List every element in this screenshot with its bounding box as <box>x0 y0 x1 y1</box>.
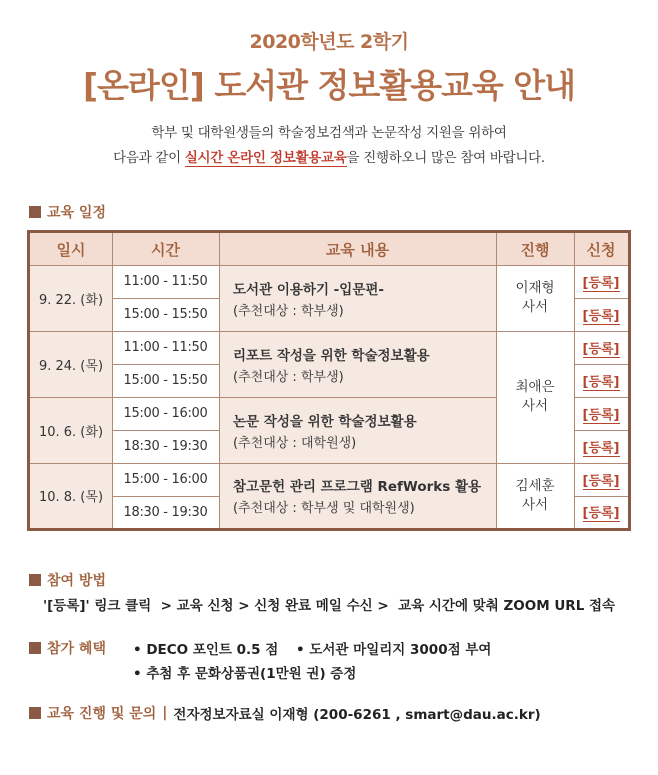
column-header-instructor: 진행 <box>496 233 574 265</box>
table-divider <box>112 496 219 497</box>
square-bullet-icon <box>29 707 41 719</box>
participation-section-heading <box>29 570 106 590</box>
schedule-section-heading <box>29 202 106 222</box>
square-bullet-icon <box>29 642 41 654</box>
table-divider <box>30 463 628 464</box>
contact-info: 전자정보자료실 이재형 (200-6261 , smart@dau.ac.kr) <box>173 707 541 723</box>
participation-steps: '[등록]' 링크 클릭 > 교육 신청 > 신청 완료 메일 수신 > 교육 시간에 맞춰 ZOOM URL 접속 <box>43 598 616 614</box>
register-link[interactable]: [등록] <box>583 404 620 424</box>
course-title: 리포트 작성을 위한 학술정보활용 <box>233 347 430 364</box>
register-link[interactable]: [등록] <box>583 371 620 391</box>
date-cell: 9. 24. (목) <box>30 331 112 397</box>
contact-separator: | <box>162 705 168 721</box>
page-title: [온라인] 도서관 정보활용교육 안내 <box>83 66 575 105</box>
course-target: (추천대상 : 학부생) <box>233 303 344 319</box>
contact-section-title: 교육 진행 및 문의 <box>47 706 157 722</box>
table-divider <box>112 233 113 528</box>
intro-line-2-pre: 다음과 같이 <box>113 150 185 166</box>
benefits-section-title: 참가 혜택 <box>47 641 106 657</box>
register-link[interactable]: [등록] <box>583 437 620 457</box>
instructor-name: 최애은 <box>515 379 555 395</box>
table-divider <box>112 298 219 299</box>
register-cell <box>574 331 628 364</box>
time-cell: 15:00 - 15:50 <box>112 364 219 397</box>
time-cell: 18:30 - 19:30 <box>112 430 219 463</box>
table-divider <box>574 397 628 398</box>
course-target: (추천대상 : 대학원생) <box>233 435 357 451</box>
instructor-name: 김세훈 <box>515 477 555 494</box>
table-divider <box>574 496 628 497</box>
time-cell: 11:00 - 11:50 <box>112 331 219 364</box>
time-cell: 15:00 - 16:00 <box>112 463 219 496</box>
participation-section-title: 참여 방법 <box>47 573 106 589</box>
instructor-cell <box>496 463 574 528</box>
intro-line-2-post: 을 진행하오니 많은 참여 바랍니다. <box>346 150 545 166</box>
register-link[interactable]: [등록] <box>583 272 620 292</box>
table-divider <box>30 397 496 398</box>
table-divider <box>574 364 628 365</box>
register-link[interactable]: [등록] <box>583 305 620 325</box>
content-cell <box>219 397 496 463</box>
content-cell <box>219 265 496 331</box>
instructor-role: 사서 <box>521 299 549 315</box>
intro-highlight: 실시간 온라인 정보활용교육 <box>184 150 347 166</box>
content-cell <box>219 331 496 397</box>
course-target: (추천대상 : 학부생) <box>233 369 344 385</box>
schedule-section-title: 교육 일정 <box>47 205 106 221</box>
course-target: (추천대상 : 학부생 및 대학원생) <box>233 501 415 516</box>
time-cell: 15:00 - 15:50 <box>112 298 219 331</box>
instructor-role: 사서 <box>521 398 549 414</box>
benefit-item: • 도서관 마일리지 3000점 부여 <box>296 642 492 658</box>
date-cell: 10. 8. (목) <box>30 463 112 528</box>
intro-line-2 <box>0 146 658 166</box>
table-divider <box>574 233 575 528</box>
register-cell <box>574 496 628 528</box>
course-title: 도서관 이용하기 -입문편- <box>233 281 385 298</box>
table-divider <box>496 233 497 528</box>
register-cell <box>574 265 628 298</box>
table-divider <box>574 430 628 431</box>
column-header-register: 신청 <box>574 233 628 265</box>
date-cell: 10. 6. (화) <box>30 397 112 463</box>
schedule-table <box>27 230 631 531</box>
table-divider <box>30 331 628 332</box>
register-cell <box>574 364 628 397</box>
content-cell <box>219 463 496 528</box>
table-divider <box>112 364 219 365</box>
column-header-date: 일시 <box>30 233 112 265</box>
register-link[interactable]: [등록] <box>583 338 620 358</box>
date-cell: 9. 22. (화) <box>30 265 112 331</box>
register-cell <box>574 397 628 430</box>
register-link[interactable]: [등록] <box>583 470 620 490</box>
contact-section-heading <box>29 703 541 723</box>
table-divider <box>30 265 628 266</box>
benefits-section-heading <box>29 638 106 658</box>
square-bullet-icon <box>29 574 41 586</box>
register-cell <box>574 430 628 463</box>
benefit-item: • DECO 포인트 0.5 점 <box>133 642 279 658</box>
register-cell <box>574 463 628 496</box>
intro-line-1: 학부 및 대학원생들의 학술정보검색과 논문작성 지원을 위하여 <box>151 125 507 141</box>
square-bullet-icon <box>29 206 41 218</box>
table-divider <box>219 233 220 528</box>
instructor-cell <box>496 265 574 331</box>
column-header-content: 교육 내용 <box>219 233 496 265</box>
instructor-cell <box>496 331 574 463</box>
instructor-name: 이재형 <box>515 280 555 296</box>
table-divider <box>574 298 628 299</box>
term-label: 2020학년도 2학기 <box>249 31 409 53</box>
course-title: 참고문헌 관리 프로그램 RefWorks 활용 <box>233 479 482 495</box>
time-cell: 11:00 - 11:50 <box>112 265 219 298</box>
course-title: 논문 작성을 위한 학술정보활용 <box>233 413 417 430</box>
register-cell <box>574 298 628 331</box>
table-divider <box>112 430 219 431</box>
instructor-role: 사서 <box>521 496 549 513</box>
register-link[interactable]: [등록] <box>583 502 620 522</box>
time-cell: 15:00 - 16:00 <box>112 397 219 430</box>
column-header-time: 시간 <box>112 233 219 265</box>
benefit-item: • 추첨 후 문화상품권(1만원 권) 증정 <box>133 666 357 682</box>
time-cell: 18:30 - 19:30 <box>112 496 219 528</box>
